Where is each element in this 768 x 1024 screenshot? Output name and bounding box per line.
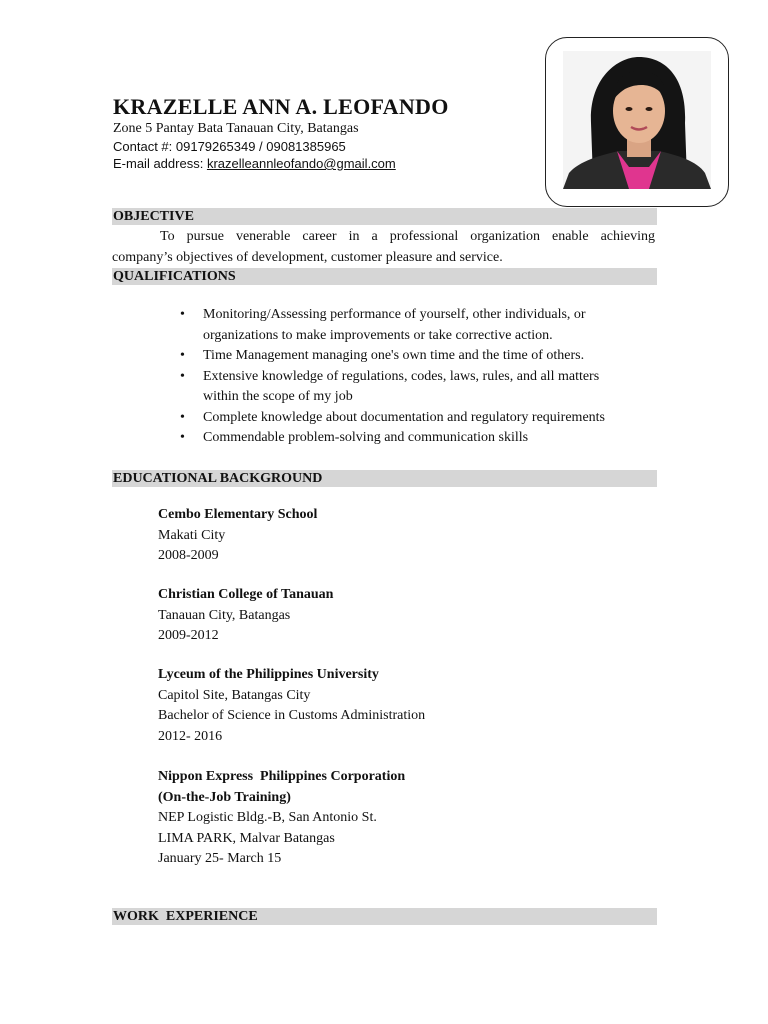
list-item — [158, 408, 658, 429]
bullet-icon: • — [180, 368, 185, 384]
list-item — [158, 367, 658, 408]
email-address — [113, 156, 396, 171]
list-item — [158, 346, 658, 367]
company-detail: NEP Logistic Bldg.-B, San Antonio St. — [158, 810, 377, 825]
objective-line: To pursue venerable career in a professional organization enable achieving — [160, 229, 655, 244]
qualification-line: Monitoring/Assessing performance of yourself, other individuals, or — [203, 307, 586, 322]
company-name: Nippon Express Philippines Corporation — [158, 769, 406, 784]
profile-photo — [563, 51, 711, 189]
email-label: E-mail address: — [113, 156, 204, 171]
portrait-illustration — [563, 51, 711, 189]
school-detail: Bachelor of Science in Customs Administration — [158, 708, 426, 723]
education-entry — [158, 665, 425, 747]
qualification-line: Extensive knowledge of regulations, codes, laws, rules, and all matters — [203, 368, 600, 384]
education-entry — [158, 767, 405, 870]
school-detail: Makati City — [158, 527, 226, 543]
bullet-icon: • — [180, 348, 185, 363]
qualification-line: Complete knowledge about documentation and regulatory requirements — [203, 409, 605, 425]
contact-label: Contact #: — [113, 139, 173, 154]
list-item — [158, 305, 658, 346]
applicant-name: KRAZELLE ANN A. LEOFANDO — [113, 94, 449, 119]
school-detail: 2009-2012 — [158, 628, 219, 643]
school-detail: Capitol Site, Batangas City — [158, 687, 311, 703]
bullet-icon: • — [180, 430, 185, 445]
qualification-line: organizations to make improvements or take corrective action. — [203, 327, 553, 343]
school-name: Lyceum of the Philippines University — [158, 667, 379, 682]
education-entry — [158, 505, 317, 567]
school-detail: Tanauan City, Batangas — [158, 607, 291, 623]
address: Zone 5 Pantay Bata Tanauan City, Batangas — [113, 121, 359, 136]
contact-value: 09179265349 / 09081385965 — [175, 139, 346, 154]
section-qualifications: QUALIFICATIONS — [112, 268, 657, 285]
qualifications-list — [158, 305, 658, 449]
school-name: Cembo Elementary School — [158, 507, 318, 522]
company-detail: January 25- March 15 — [158, 851, 282, 866]
qualification-line: within the scope of my job — [203, 389, 353, 404]
training-type: (On-the-Job Training) — [158, 789, 291, 805]
school-name: Christian College of Tanauan — [158, 587, 334, 602]
section-objective: OBJECTIVE — [112, 208, 657, 225]
photo-frame — [545, 37, 729, 207]
qualification-line: Time Management managing one's own time and the time of others. — [203, 348, 585, 363]
bullet-icon: • — [180, 307, 185, 322]
company-detail: LIMA PARK, Malvar Batangas — [158, 830, 335, 846]
section-education: EDUCATIONAL BACKGROUND — [112, 470, 657, 487]
contact-numbers — [113, 139, 346, 154]
school-detail: 2012- 2016 — [158, 728, 223, 744]
objective-line: company’s objectives of development, customer pleasure and service. — [112, 250, 503, 265]
section-work-experience: WORK EXPERIENCE — [112, 908, 657, 925]
bullet-icon: • — [180, 409, 185, 425]
qualification-line: Commendable problem-solving and communication skills — [203, 430, 529, 445]
school-detail: 2008-2009 — [158, 548, 219, 563]
objective-text — [112, 226, 655, 268]
education-entry — [158, 585, 333, 647]
list-item — [158, 428, 658, 449]
email-link[interactable]: krazelleannleofando@gmail.com — [206, 156, 396, 171]
